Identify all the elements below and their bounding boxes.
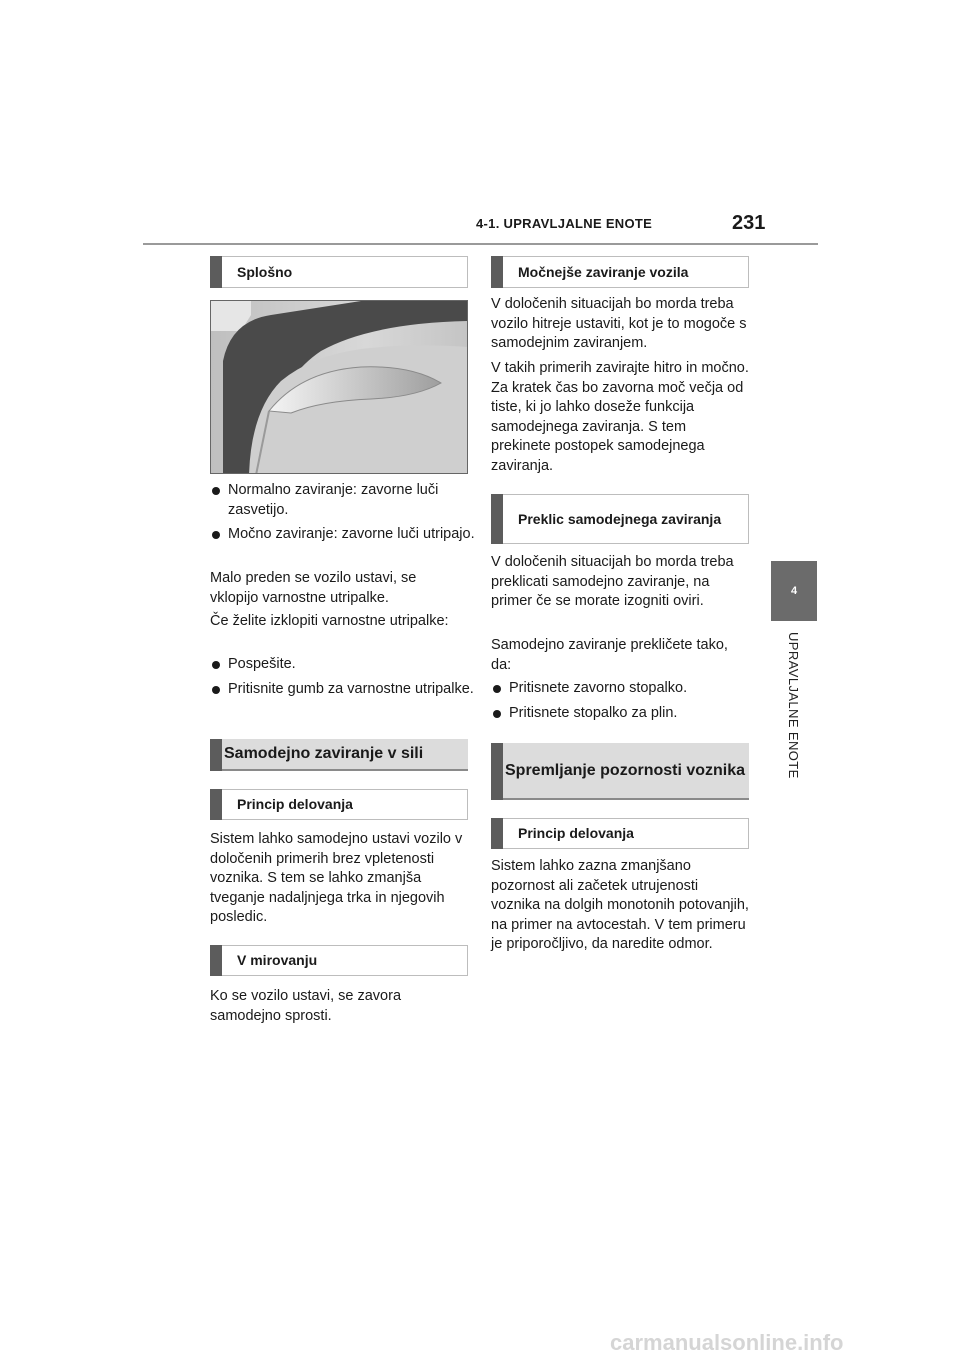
- bullet-accelerate: Pospešite.: [210, 655, 486, 675]
- heading-splosno: Splošno: [210, 256, 468, 288]
- bullet-brake-pedal: Pritisnete zavorno stopalko.: [491, 679, 767, 699]
- paragraph-cancel-1: V določenih situacijah bo morda treba preklicati samodejno zaviranje, na primer če se morate izogniti oviri.: [491, 554, 734, 609]
- paragraph-hazard-off: Če želite izklopiti varnostne utripalke:: [210, 613, 449, 629]
- heading-driver-attention: Spremljanje pozornosti voznika: [491, 743, 749, 800]
- paragraph-standstill: Ko se vozilo ustavi, se zavora samodejno sprosti.: [210, 988, 402, 1024]
- chapter-tab-number: 4: [790, 585, 798, 597]
- heading-stronger-braking: Močnejše zaviranje vozila: [491, 256, 749, 288]
- bullet-accelerator-pedal: Pritisnete stopalko za plin.: [491, 704, 767, 724]
- paragraph-attention-principle: Sistem lahko zazna zmanjšano pozornost ali začetek utrujenosti voznika na dolgih monotonih potovanjih, na primer na avtocestah. V tem primeru je priporočljivo, da naredite odmor.: [491, 858, 749, 952]
- bullet-hazard-button: Pritisnite gumb za varnostne utripalke.: [210, 680, 486, 700]
- watermark: carmanualsonline.info: [610, 1330, 844, 1355]
- brake-light-illustration: [210, 300, 468, 474]
- bullet-hard-braking: Močno zaviranje: zavorne luči utripajo.: [210, 525, 486, 545]
- car-rear-pillar-image: [211, 301, 468, 474]
- heading-emergency-braking: Samodejno zaviranje v sili: [210, 739, 468, 771]
- heading-cancel-braking: Preklic samodejnega zaviranja: [491, 494, 749, 544]
- heading-standstill: V mirovanju: [210, 945, 468, 976]
- bullet-normal-braking: Normalno zaviranje: zavorne luči zasvetijo.: [210, 481, 486, 520]
- paragraph-stronger-2: V takih primerih zavirajte hitro in močno. Za kratek čas bo zavorna moč večja od tiste, ki jo lahko doseže funkcija samodejnega zaviranja. S tem prekinete postopek samodejnega zaviranja.: [491, 360, 749, 474]
- section-title: 4-1. UPRAVLJALNE ENOTE: [476, 216, 653, 231]
- paragraph-emergency-principle: Sistem lahko samodejno ustavi vozilo v določenih primerih brez vpletenosti voznika. S tem se lahko zmanjša tveganje nadaljnjega trka in njegovih posledic.: [210, 831, 463, 925]
- paragraph-stronger-1: V določenih situacijah bo morda treba vozilo hitreje ustaviti, kot je to mogoče s samodejnim zaviranjem.: [491, 296, 747, 351]
- page-number: 231: [732, 212, 766, 234]
- paragraph-cancel-2: Samodejno zaviranje prekličete tako, da:: [491, 637, 728, 673]
- paragraph-hazard-on: Malo preden se vozilo ustavi, se vklopijo varnostne utripalke.: [210, 570, 417, 606]
- chapter-side-label: UPRAVLJALNE ENOTE: [786, 632, 801, 779]
- heading-principle-left: Princip delovanja: [210, 789, 468, 820]
- header-divider: [143, 243, 818, 245]
- chapter-tab: [771, 561, 817, 621]
- heading-principle-right: Princip delovanja: [491, 818, 749, 849]
